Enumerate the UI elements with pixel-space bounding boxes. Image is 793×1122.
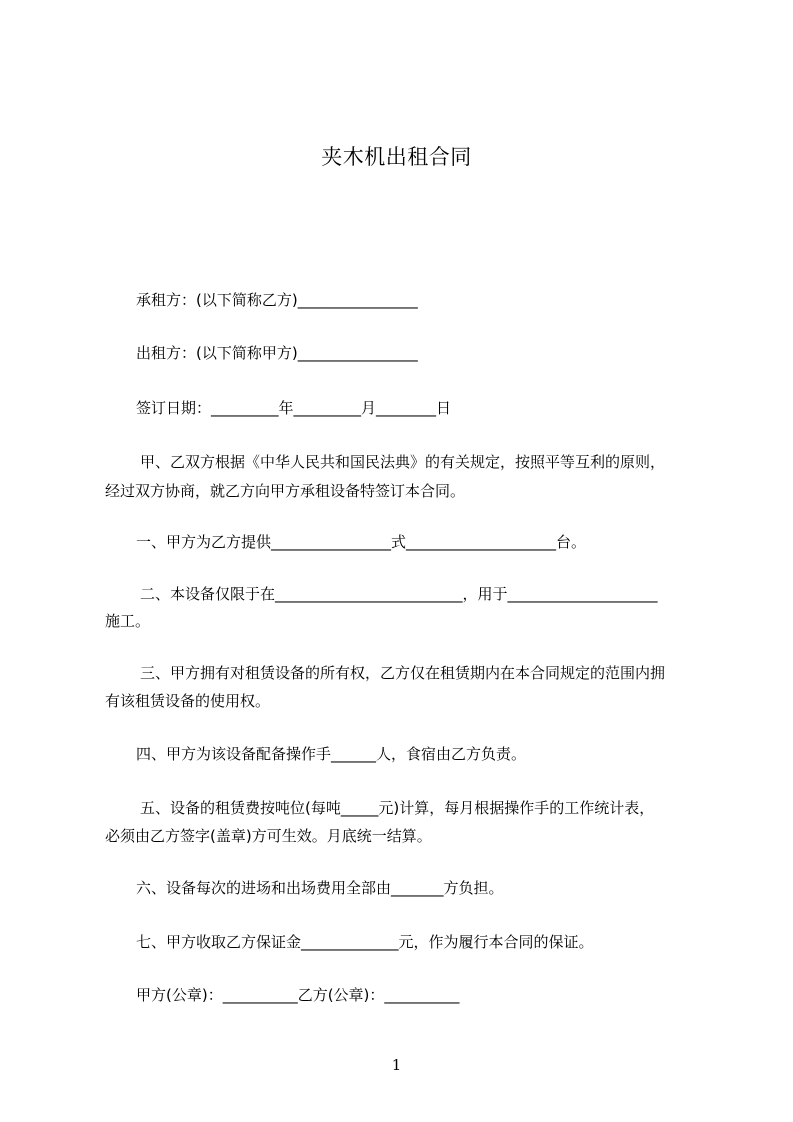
clause-3-line-1: 三、甲方拥有对租赁设备的所有权，乙方仅在租赁期内在本合同规定的范围内拥	[140, 664, 666, 682]
preamble-line-1: 甲、乙双方根据《中华人民共和国民法典》的有关规定，按照平等互利的原则，	[140, 453, 666, 471]
clause-2-line-2: 施工。	[105, 612, 151, 630]
page-number: 1	[391, 1056, 402, 1074]
contract-title: 夹木机出租合同	[321, 145, 472, 169]
clause-4: 四、甲方为该设备配备操作手______人，食宿由乙方负责。	[136, 745, 527, 763]
lessor-line: 出租方：(以下简称甲方)________________	[136, 344, 418, 362]
clause-5-line-2: 必须由乙方签字(盖章)方可生效。月底统一结算。	[105, 827, 432, 845]
clause-2-line-1: 二、本设备仅限于在_________________________，用于____________________	[140, 585, 658, 603]
clause-6: 六、设备每次的进场和出场费用全部由_______方负担。	[136, 879, 504, 897]
clause-1: 一、甲方为乙方提供________________式____________________台。	[136, 533, 587, 551]
sign-date-line: 签订日期：_________年_________月________日	[136, 399, 452, 417]
clause-7: 七、甲方收取乙方保证金_____________元，作为履行本合同的保证。	[136, 933, 594, 951]
preamble-line-2: 经过双方协商，就乙方向甲方承租设备特签订本合同。	[105, 482, 466, 500]
clause-3-line-2: 有该租赁设备的使用权。	[105, 692, 271, 710]
lessee-line: 承租方：(以下简称乙方)________________	[136, 291, 418, 309]
signature-line: 甲方(公章)：__________乙方(公章)：__________	[136, 986, 460, 1004]
clause-5-line-1: 五、设备的租赁费按吨位(每吨_____元)计算，每月根据操作手的工作统计表，	[140, 799, 655, 817]
